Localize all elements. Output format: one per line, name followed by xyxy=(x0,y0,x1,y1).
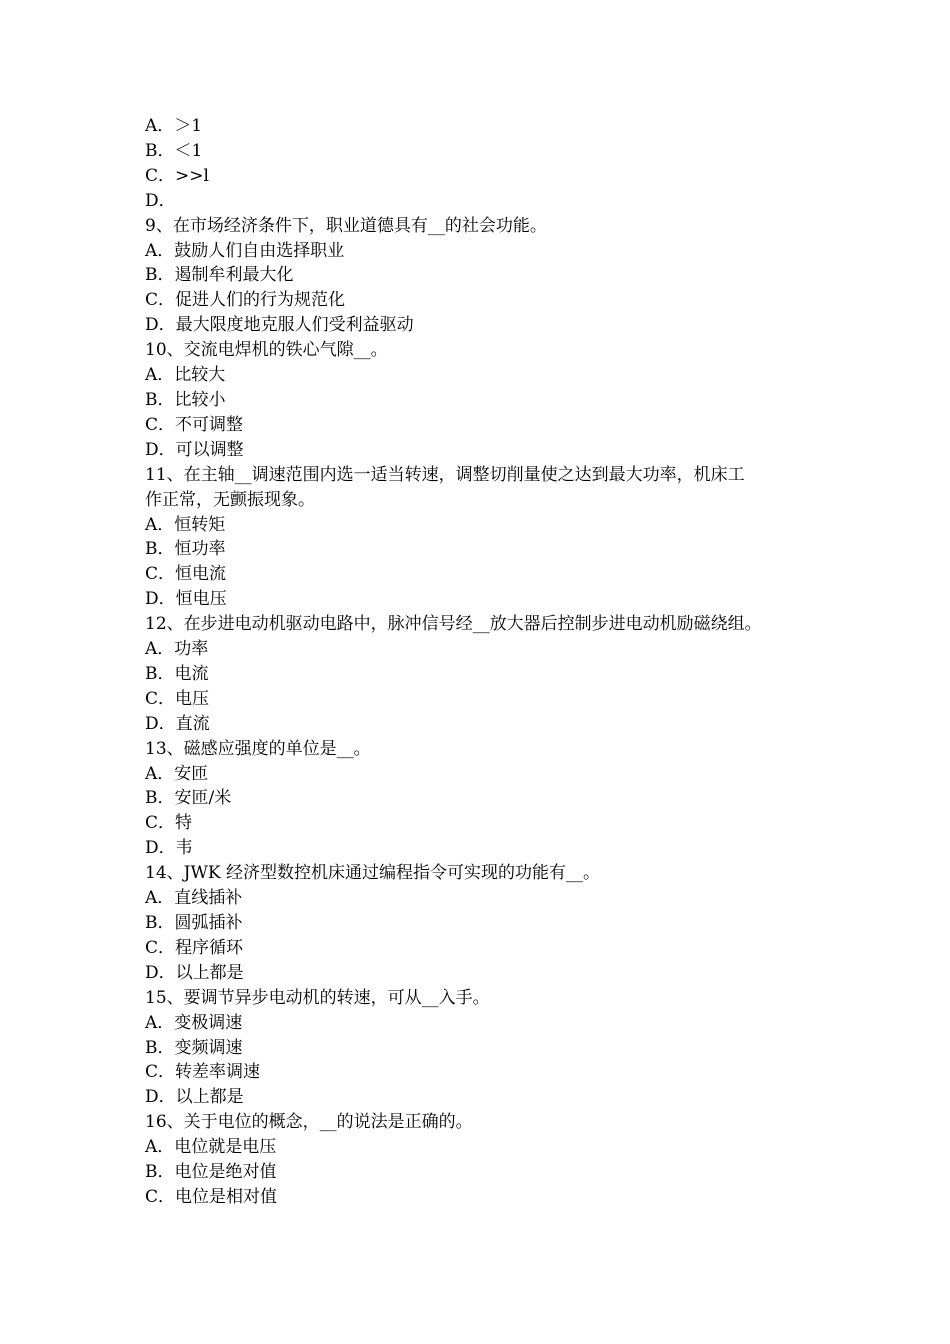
option-line: A．直线插补 xyxy=(145,888,243,909)
option-line: D．以上都是 xyxy=(145,962,244,983)
option-line: A．变极调速 xyxy=(145,1012,243,1033)
option-line: C．程序循环 xyxy=(145,937,244,958)
option-line: C．促进人们的行为规范化 xyxy=(145,290,346,311)
question-line: 14、JWK 经济型数控机床通过编程指令可实现的功能有__。 xyxy=(145,863,601,884)
option-line: D．直流 xyxy=(145,713,210,734)
option-line: C．电位是相对值 xyxy=(145,1186,278,1207)
option-line: B．电流 xyxy=(145,663,209,684)
question-text-block xyxy=(145,114,810,1210)
option-line: A．电位就是电压 xyxy=(145,1137,277,1158)
option-line: C．电压 xyxy=(145,688,210,709)
option-line: D．韦 xyxy=(145,838,193,859)
option-line: A．鼓励人们自由选择职业 xyxy=(145,240,345,261)
option-line: A．＞1 xyxy=(145,116,203,136)
option-line: D．以上都是 xyxy=(145,1087,244,1108)
option-line: C．特 xyxy=(145,813,193,834)
option-line: B．比较小 xyxy=(145,389,226,410)
option-line: A．恒转矩 xyxy=(145,514,226,535)
option-line: C．转差率调速 xyxy=(145,1062,261,1083)
option-line: B．圆弧插补 xyxy=(145,913,243,933)
option-line: A．比较大 xyxy=(145,365,226,386)
question-line: 10、交流电焊机的铁心气隙__。 xyxy=(145,340,388,361)
option-line: D．恒电压 xyxy=(145,589,227,610)
option-line: B．＜1 xyxy=(145,140,203,161)
question-line: 11、在主轴__调速范围内选一适当转速，调整切削量使之达到最大功率，机床工 xyxy=(145,464,745,485)
option-line: C．>>l xyxy=(145,165,209,186)
option-line: B．恒功率 xyxy=(145,539,226,560)
question-line-continued: 作正常，无颤振现象。 xyxy=(145,489,315,510)
question-line: 9、在市场经济条件下，职业道德具有__的社会功能。 xyxy=(145,215,547,236)
question-line: 16、关于电位的概念，__的说法是正确的。 xyxy=(145,1112,473,1133)
option-line: B．遏制牟利最大化 xyxy=(145,265,294,286)
question-line: 15、要调节异步电动机的转速，可从__入手。 xyxy=(145,987,490,1008)
question-line: 13、磁感应强度的单位是__。 xyxy=(145,738,371,759)
option-line: B．变频调速 xyxy=(145,1037,243,1058)
option-line: D． xyxy=(145,190,176,211)
option-line: C．恒电流 xyxy=(145,564,227,585)
option-line: D．最大限度地克服人们受利益驱动 xyxy=(145,315,414,336)
option-line: A．功率 xyxy=(145,639,209,660)
option-line: A．安匝 xyxy=(145,763,209,784)
option-line: D．可以调整 xyxy=(145,439,244,460)
option-line: C．不可调整 xyxy=(145,414,244,435)
question-line: 12、在步进电动机驱动电路中，脉冲信号经__放大器后控制步进电动机励磁绕组。 xyxy=(145,614,762,635)
option-line: B．电位是绝对值 xyxy=(145,1162,277,1183)
option-line: B．安匝/米 xyxy=(145,788,232,809)
